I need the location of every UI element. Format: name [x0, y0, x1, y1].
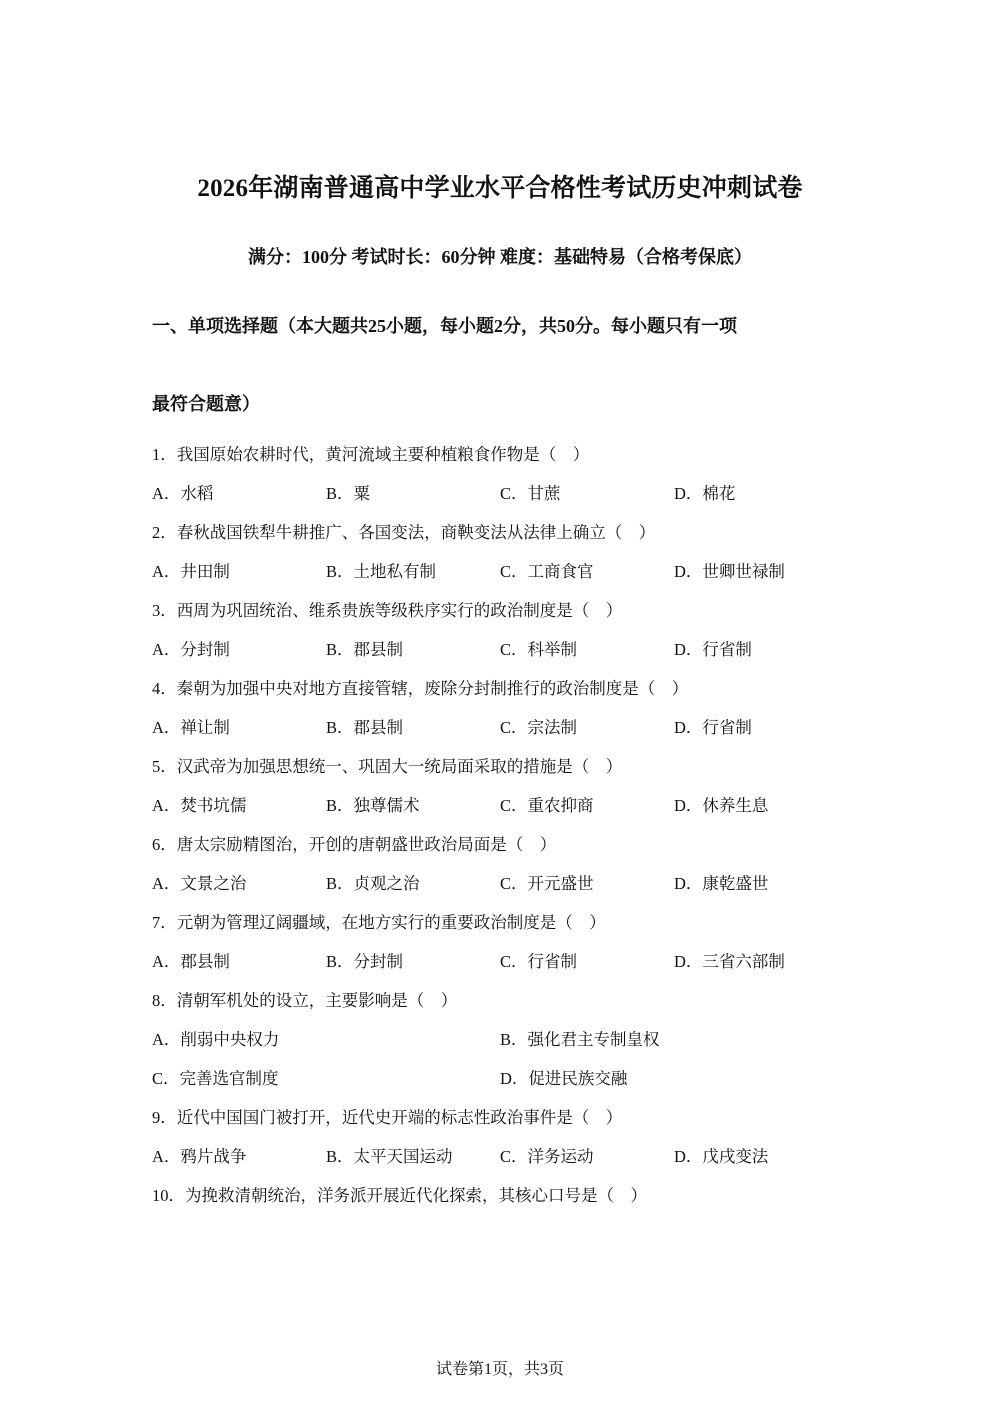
question-stem: 8．清朝军机处的设立，主要影响是（ ）: [152, 991, 458, 1010]
section-heading-continued: 最符合题意）: [152, 394, 260, 414]
answer-option[interactable]: C．科举制: [500, 640, 578, 659]
answer-option[interactable]: D．促进民族交融: [500, 1069, 628, 1088]
exam-title: 2026年湖南普通高中学业水平合格性考试历史冲刺试卷: [197, 175, 803, 202]
answer-option[interactable]: B．分封制: [326, 952, 404, 971]
answer-option[interactable]: D．世卿世禄制: [674, 562, 785, 581]
answer-option[interactable]: A．焚书坑儒: [152, 796, 247, 815]
answer-option[interactable]: D．棉花: [674, 484, 736, 503]
answer-option[interactable]: C．宗法制: [500, 718, 578, 737]
answer-option[interactable]: B．郡县制: [326, 718, 404, 737]
answer-option[interactable]: A．郡县制: [152, 952, 230, 971]
answer-option[interactable]: A．井田制: [152, 562, 230, 581]
section-heading: 一、单项选择题（本大题共25小题，每小题2分，共50分。每小题只有一项: [152, 316, 737, 336]
question-list: [152, 443, 852, 1223]
answer-option[interactable]: B．土地私有制: [326, 562, 437, 581]
option-row: [152, 716, 852, 755]
answer-option[interactable]: D．康乾盛世: [674, 874, 769, 893]
question-stem: 1．我国原始农耕时代，黄河流域主要种植粮食作物是（ ）: [152, 445, 590, 464]
question-stem: 3．西周为巩固统治、维系贵族等级秩序实行的政治制度是（ ）: [152, 601, 623, 620]
answer-option[interactable]: C．行省制: [500, 952, 578, 971]
question-stem: 10．为挽救清朝统治，洋务派开展近代化探索，其核心口号是（ ）: [152, 1186, 647, 1205]
answer-option[interactable]: A．鸦片战争: [152, 1147, 247, 1166]
answer-option[interactable]: C．重农抑商: [500, 796, 594, 815]
option-row: [152, 872, 852, 911]
answer-option[interactable]: C．开元盛世: [500, 874, 594, 893]
page-footer: 试卷第1页，共3页: [435, 1361, 564, 1378]
answer-option[interactable]: D．戊戌变法: [674, 1147, 769, 1166]
answer-option[interactable]: A．禅让制: [152, 718, 230, 737]
answer-option[interactable]: A．削弱中央权力: [152, 1030, 280, 1049]
answer-option[interactable]: D．休养生息: [674, 796, 769, 815]
answer-option[interactable]: D．三省六部制: [674, 952, 785, 971]
question-stem: 6．唐太宗励精图治，开创的唐朝盛世政治局面是（ ）: [152, 835, 557, 854]
answer-option[interactable]: B．贞观之治: [326, 874, 420, 893]
question-stem: 7．元朝为管理辽阔疆域，在地方实行的重要政治制度是（ ）: [152, 913, 606, 932]
question-stem: 4．秦朝为加强中央对地方直接管辖，废除分封制推行的政治制度是（ ）: [152, 679, 689, 698]
answer-option[interactable]: A．水稻: [152, 484, 214, 503]
answer-option[interactable]: B．太平天国运动: [326, 1147, 453, 1166]
exam-info: 满分：100分 考试时长：60分钟 难度：基础特易（合格考保底）: [248, 247, 752, 267]
question-stem: 9．近代中国国门被打开，近代史开端的标志性政治事件是（ ）: [152, 1108, 623, 1127]
option-row: [152, 794, 852, 833]
question-stem: 5．汉武帝为加强思想统一、巩固大一统局面采取的措施是（ ）: [152, 757, 623, 776]
option-row: [152, 1028, 852, 1067]
answer-option[interactable]: B．强化君主专制皇权: [500, 1030, 660, 1049]
option-row: [152, 1145, 852, 1184]
answer-option[interactable]: A．文景之治: [152, 874, 247, 893]
answer-option[interactable]: C．甘蔗: [500, 484, 561, 503]
question-stem: 2．春秋战国铁犁牛耕推广、各国变法，商鞅变法从法律上确立（ ）: [152, 523, 656, 542]
option-row: [152, 1067, 852, 1106]
answer-option[interactable]: D．行省制: [674, 640, 752, 659]
option-row: [152, 950, 852, 989]
option-row: [152, 482, 852, 521]
answer-option[interactable]: D．行省制: [674, 718, 752, 737]
answer-option[interactable]: B．粟: [326, 484, 371, 503]
answer-option[interactable]: C．洋务运动: [500, 1147, 594, 1166]
answer-option[interactable]: C．工商食官: [500, 562, 594, 581]
option-row: [152, 560, 852, 599]
answer-option[interactable]: A．分封制: [152, 640, 230, 659]
answer-option[interactable]: B．独尊儒术: [326, 796, 420, 815]
answer-option[interactable]: C．完善选官制度: [152, 1069, 279, 1088]
option-row: [152, 638, 852, 677]
answer-option[interactable]: B．郡县制: [326, 640, 404, 659]
